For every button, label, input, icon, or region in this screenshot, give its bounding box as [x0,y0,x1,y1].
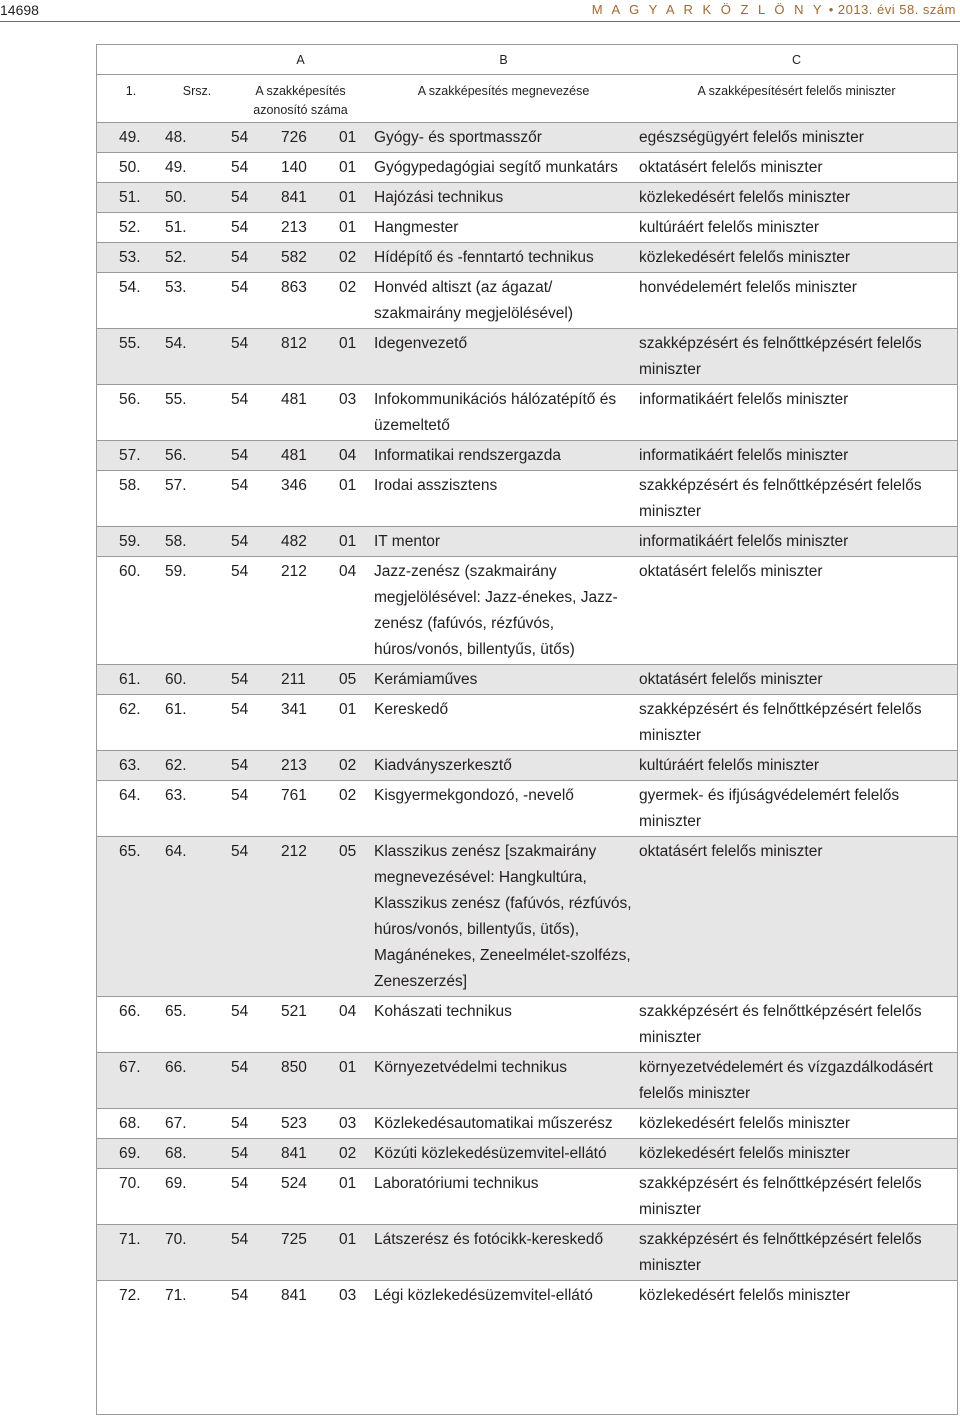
row-number: 65. [97,837,165,997]
table-row [97,751,958,781]
table-row [97,1139,958,1169]
header-row-number: 1. [97,75,165,123]
row-number: 67. [97,1053,165,1109]
table-row [97,557,958,665]
responsible-minister: honvédelemért felelős miniszter [635,273,958,329]
header-code: A szakképesítés azonosító száma [229,75,372,123]
code-part-3: 04 [336,441,372,471]
code-part-2: 211 [281,665,336,695]
row-srsz: 51. [165,213,229,243]
code-part-3: 01 [336,153,372,183]
code-part-1: 54 [229,385,281,441]
qualification-name: Gyógy- és sportmasszőr [372,123,635,153]
row-srsz: 68. [165,1139,229,1169]
code-part-3: 01 [336,527,372,557]
row-srsz: 63. [165,781,229,837]
responsible-minister: szakképzésért és felnőttképzésért felelős miniszter [635,471,958,527]
code-part-3: 01 [336,1225,372,1281]
row-srsz: 56. [165,441,229,471]
publication-info [592,2,956,17]
code-part-2: 213 [281,213,336,243]
responsible-minister: informatikáért felelős miniszter [635,441,958,471]
code-part-3: 01 [336,329,372,385]
table-row [97,183,958,213]
code-part-3: 03 [336,385,372,441]
code-part-1: 54 [229,665,281,695]
row-number: 69. [97,1139,165,1169]
row-number: 62. [97,695,165,751]
row-number: 68. [97,1109,165,1139]
code-part-3: 03 [336,1281,372,1311]
responsible-minister: oktatásért felelős miniszter [635,837,958,997]
code-part-2: 341 [281,695,336,751]
header-rule [0,21,960,22]
table-row [97,441,958,471]
issue-label: 2013. évi 58. szám [837,2,956,17]
code-part-2: 841 [281,1281,336,1311]
code-part-3: 02 [336,751,372,781]
code-part-1: 54 [229,997,281,1053]
table-body [97,123,958,1311]
responsible-minister: oktatásért felelős miniszter [635,665,958,695]
column-letter-row [97,45,958,75]
code-part-2: 841 [281,183,336,213]
code-part-2: 841 [281,1139,336,1169]
code-part-3: 01 [336,1169,372,1225]
code-part-1: 54 [229,273,281,329]
column-letter-a: A [229,45,372,75]
row-srsz: 55. [165,385,229,441]
code-part-2: 521 [281,997,336,1053]
code-part-2: 523 [281,1109,336,1139]
code-part-1: 54 [229,441,281,471]
table-row [97,471,958,527]
responsible-minister: informatikáért felelős miniszter [635,385,958,441]
code-part-1: 54 [229,243,281,273]
code-part-2: 812 [281,329,336,385]
code-part-3: 05 [336,837,372,997]
qualification-name: Hangmester [372,213,635,243]
header-minister: A szakképesítésért felelős miniszter [635,75,958,123]
qualification-name: Kohászati technikus [372,997,635,1053]
separator-dot: • [828,2,834,17]
table-row [97,123,958,153]
qualification-name: Laboratóriumi technikus [372,1169,635,1225]
code-part-1: 54 [229,1281,281,1311]
code-part-3: 01 [336,695,372,751]
table-row [97,329,958,385]
responsible-minister: szakképzésért és felnőttképzésért felelős miniszter [635,329,958,385]
qualification-name: Jazz-zenész (szakmairány megjelölésével: Jazz-énekes, Jazz-zenész (fafúvós, rézfúvós, húros/vonós, billentyűs, ütős) [372,557,635,665]
row-srsz: 50. [165,183,229,213]
responsible-minister: egészségügyért felelős miniszter [635,123,958,153]
table-row [97,1053,958,1109]
code-part-1: 54 [229,1225,281,1281]
publication-title: M A G Y A R K Ö Z L Ö N Y [591,2,825,17]
qualification-name: IT mentor [372,527,635,557]
row-number: 54. [97,273,165,329]
responsible-minister: környezetvédelemért és vízgazdálkodásért felelős miniszter [635,1053,958,1109]
responsible-minister: közlekedésért felelős miniszter [635,243,958,273]
row-srsz: 64. [165,837,229,997]
row-number: 64. [97,781,165,837]
responsible-minister: oktatásért felelős miniszter [635,153,958,183]
code-part-3: 05 [336,665,372,695]
qualification-name: Hajózási technikus [372,183,635,213]
code-part-1: 54 [229,557,281,665]
responsible-minister: közlekedésért felelős miniszter [635,1109,958,1139]
row-srsz: 60. [165,665,229,695]
qualification-name: Látszerész és fotócikk-kereskedő [372,1225,635,1281]
table-row [97,243,958,273]
column-letter-b: B [372,45,635,75]
code-part-1: 54 [229,329,281,385]
page-number: 14698 [0,2,39,18]
code-part-1: 54 [229,183,281,213]
qualification-name: Kerámiaműves [372,665,635,695]
row-srsz: 54. [165,329,229,385]
code-part-1: 54 [229,1053,281,1109]
row-srsz: 61. [165,695,229,751]
code-part-2: 213 [281,751,336,781]
code-part-1: 54 [229,695,281,751]
responsible-minister: oktatásért felelős miniszter [635,557,958,665]
code-part-2: 725 [281,1225,336,1281]
responsible-minister: kultúráért felelős miniszter [635,751,958,781]
row-number: 53. [97,243,165,273]
header-srsz: Srsz. [165,75,229,123]
table-row [97,273,958,329]
code-part-2: 850 [281,1053,336,1109]
row-srsz: 71. [165,1281,229,1311]
row-srsz: 58. [165,527,229,557]
responsible-minister: szakképzésért és felnőttképzésért felelős miniszter [635,1169,958,1225]
table-row [97,837,958,997]
code-part-1: 54 [229,527,281,557]
responsible-minister: szakképzésért és felnőttképzésért felelős miniszter [635,1225,958,1281]
code-part-1: 54 [229,1169,281,1225]
row-srsz: 62. [165,751,229,781]
code-part-3: 02 [336,243,372,273]
qualification-name: Közúti közlekedésüzemvitel-ellátó [372,1139,635,1169]
row-number: 56. [97,385,165,441]
table-row [97,1225,958,1281]
table-row [97,665,958,695]
code-part-1: 54 [229,837,281,997]
row-number: 58. [97,471,165,527]
code-part-3: 04 [336,557,372,665]
table-row [97,213,958,243]
code-part-2: 863 [281,273,336,329]
qualification-name: Kiadványszerkesztő [372,751,635,781]
code-part-3: 01 [336,213,372,243]
responsible-minister: közlekedésért felelős miniszter [635,1139,958,1169]
qualification-name: Kisgyermekgondozó, -nevelő [372,781,635,837]
row-number: 63. [97,751,165,781]
row-srsz: 52. [165,243,229,273]
code-part-2: 140 [281,153,336,183]
table-row [97,997,958,1053]
header-name: A szakképesítés megnevezése [372,75,635,123]
row-srsz: 53. [165,273,229,329]
code-part-2: 212 [281,837,336,997]
qualification-name: Gyógypedagógiai segítő munkatárs [372,153,635,183]
table-row [97,527,958,557]
row-number: 72. [97,1281,165,1311]
code-part-2: 346 [281,471,336,527]
code-part-2: 726 [281,123,336,153]
code-part-2: 524 [281,1169,336,1225]
code-part-3: 04 [336,997,372,1053]
responsible-minister: gyermek- és ifjúságvédelemért felelős miniszter [635,781,958,837]
code-part-3: 01 [336,471,372,527]
row-number: 59. [97,527,165,557]
row-number: 60. [97,557,165,665]
responsible-minister: kultúráért felelős miniszter [635,213,958,243]
column-letter-c: C [635,45,958,75]
responsible-minister: közlekedésért felelős miniszter [635,183,958,213]
table-row [97,385,958,441]
row-number: 71. [97,1225,165,1281]
qualification-name: Informatikai rendszergazda [372,441,635,471]
responsible-minister: szakképzésért és felnőttképzésért felelős miniszter [635,695,958,751]
row-number: 51. [97,183,165,213]
code-part-2: 482 [281,527,336,557]
row-number: 57. [97,441,165,471]
qualification-name: Irodai asszisztens [372,471,635,527]
code-part-1: 54 [229,153,281,183]
row-srsz: 48. [165,123,229,153]
table-row [97,695,958,751]
code-part-3: 01 [336,1053,372,1109]
qualification-name: Kereskedő [372,695,635,751]
row-number: 70. [97,1169,165,1225]
code-part-3: 01 [336,123,372,153]
row-number: 61. [97,665,165,695]
responsible-minister: informatikáért felelős miniszter [635,527,958,557]
code-part-1: 54 [229,123,281,153]
qualification-name: Infokommunikációs hálózatépítő és üzemeltető [372,385,635,441]
row-srsz: 67. [165,1109,229,1139]
table-row [97,153,958,183]
row-number: 50. [97,153,165,183]
row-number: 55. [97,329,165,385]
row-srsz: 65. [165,997,229,1053]
code-part-3: 02 [336,1139,372,1169]
qualification-name: Klasszikus zenész [szakmairány megnevezésével: Hangkultúra, Klasszikus zenész (fafúvós, rézfúvós, húros/vonós, billentyűs, ütős), Magánénekes, Zeneelmélet-szolfézs, Zeneszerzés] [372,837,635,997]
code-part-2: 761 [281,781,336,837]
qualification-name: Légi közlekedésüzemvitel-ellátó [372,1281,635,1311]
table-row [97,1169,958,1225]
code-part-1: 54 [229,1139,281,1169]
code-part-3: 01 [336,183,372,213]
row-srsz: 66. [165,1053,229,1109]
header-row [97,75,958,123]
table-row [97,1281,958,1311]
code-part-1: 54 [229,1109,281,1139]
qualification-name: Környezetvédelmi technikus [372,1053,635,1109]
qualification-name: Hídépítő és -fenntartó technikus [372,243,635,273]
code-part-3: 02 [336,273,372,329]
code-part-1: 54 [229,213,281,243]
code-part-2: 582 [281,243,336,273]
qualification-name: Idegenvezető [372,329,635,385]
code-part-2: 212 [281,557,336,665]
row-srsz: 70. [165,1225,229,1281]
qualifications-table [97,44,958,1310]
code-part-2: 481 [281,385,336,441]
row-srsz: 57. [165,471,229,527]
responsible-minister: szakképzésért és felnőttképzésért felelős miniszter [635,997,958,1053]
table-row [97,1109,958,1139]
code-part-2: 481 [281,441,336,471]
table-row [97,781,958,837]
code-part-3: 02 [336,781,372,837]
page-header [0,0,960,22]
responsible-minister: közlekedésért felelős miniszter [635,1281,958,1311]
row-srsz: 59. [165,557,229,665]
code-part-1: 54 [229,781,281,837]
row-srsz: 49. [165,153,229,183]
row-number: 52. [97,213,165,243]
code-part-3: 03 [336,1109,372,1139]
row-srsz: 69. [165,1169,229,1225]
qualification-name: Honvéd altiszt (az ágazat/ szakmairány megjelölésével) [372,273,635,329]
qualification-name: Közlekedésautomatikai műszerész [372,1109,635,1139]
row-number: 66. [97,997,165,1053]
code-part-1: 54 [229,471,281,527]
row-number: 49. [97,123,165,153]
code-part-1: 54 [229,751,281,781]
